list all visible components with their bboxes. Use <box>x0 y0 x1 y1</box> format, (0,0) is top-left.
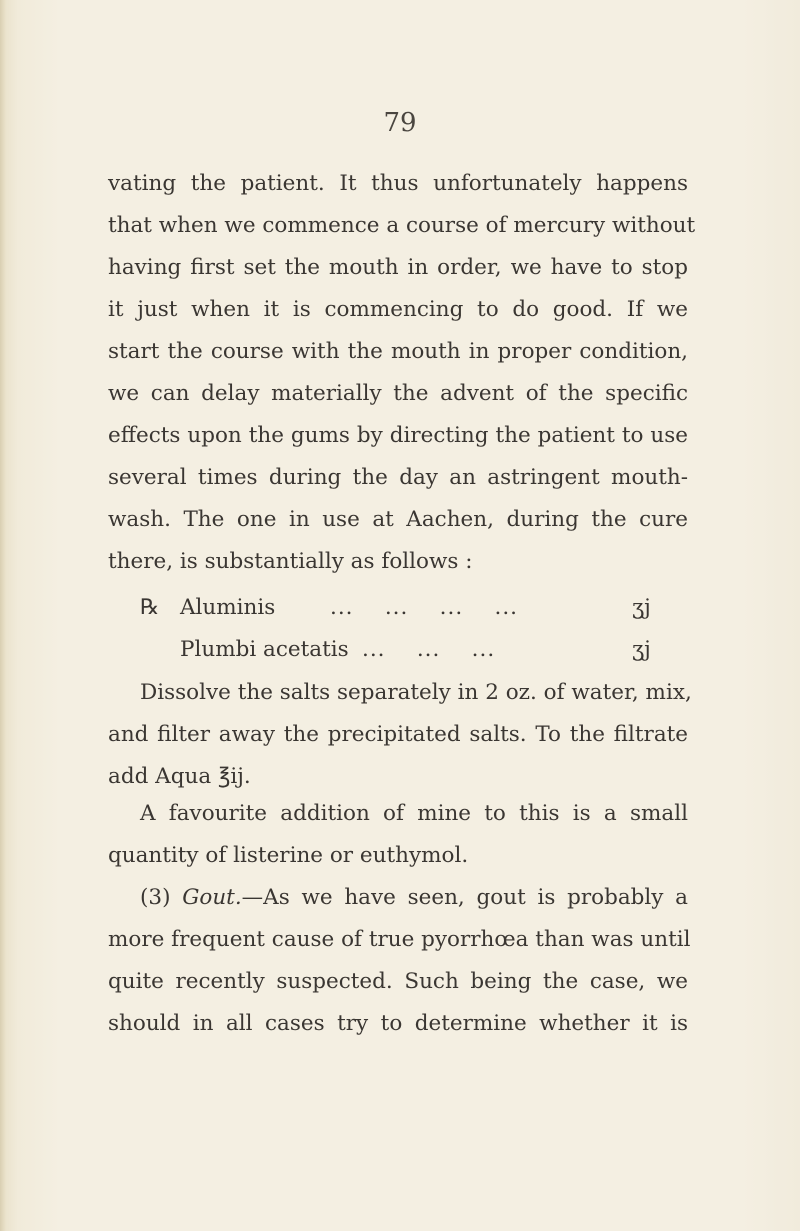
text-line: vating the patient. It thus unfortunately happens <box>108 171 688 196</box>
text-line: more frequent cause of true pyorrhœa than was until <box>108 927 691 952</box>
recipe-row <box>180 629 651 671</box>
recipe-item-dose: ʒj <box>632 595 651 620</box>
recipe-item-name: Plumbi acetatis <box>180 637 349 662</box>
recipe-item-dose: ʒj <box>632 637 651 662</box>
section-heading: Gout. <box>182 885 242 910</box>
paragraph-3 <box>108 793 688 877</box>
recipe-item-name: Aluminis <box>180 595 276 620</box>
text-line <box>108 877 688 919</box>
page-spine-shadow <box>0 0 6 1231</box>
text-line: having first set the mouth in order, we have to stop <box>108 255 688 280</box>
recipe-item-dots: ... ... ... ... <box>330 595 519 620</box>
text-line: that when we commence a course of mercury without <box>108 213 696 238</box>
text-line: quite recently suspected. Such being the case, we <box>108 969 688 994</box>
text-line: quantity of listerine or euthymol. <box>108 843 469 868</box>
page-number: 79 <box>383 108 417 138</box>
text-line: there, is substantially as follows : <box>108 549 473 574</box>
text-line: wash. The one in use at Aachen, during the cure <box>108 507 688 532</box>
recipe-item-dots: ... ... ... <box>362 637 496 662</box>
text-line: and filter away the precipitated salts. To the filtrate <box>108 722 688 747</box>
text-line: effects upon the gums by directing the patient to use <box>108 423 688 448</box>
text-line: start the course with the mouth in proper condition, <box>108 339 688 364</box>
recipe-row <box>140 587 651 629</box>
text-line: Dissolve the salts separately in 2 oz. of water, mix, <box>140 680 692 705</box>
paragraph-2 <box>108 672 692 798</box>
text-line: it just when it is commencing to do good. If we <box>108 297 688 322</box>
section-number: (3) <box>140 885 171 910</box>
text-line-content: —As we have seen, gout is probably a <box>241 885 688 910</box>
paragraph-1 <box>108 163 696 583</box>
recipe-symbol: ℞ <box>140 595 160 620</box>
paragraph-4 <box>108 877 691 1045</box>
text-line: add Aqua ℥ij. <box>108 764 251 789</box>
text-line: A favourite addition of mine to this is a small <box>140 801 688 826</box>
text-line: we can delay materially the advent of the specific <box>108 381 688 406</box>
text-line: should in all cases try to determine whether it is <box>108 1011 688 1036</box>
text-line: several times during the day an astringent mouth- <box>108 465 688 490</box>
